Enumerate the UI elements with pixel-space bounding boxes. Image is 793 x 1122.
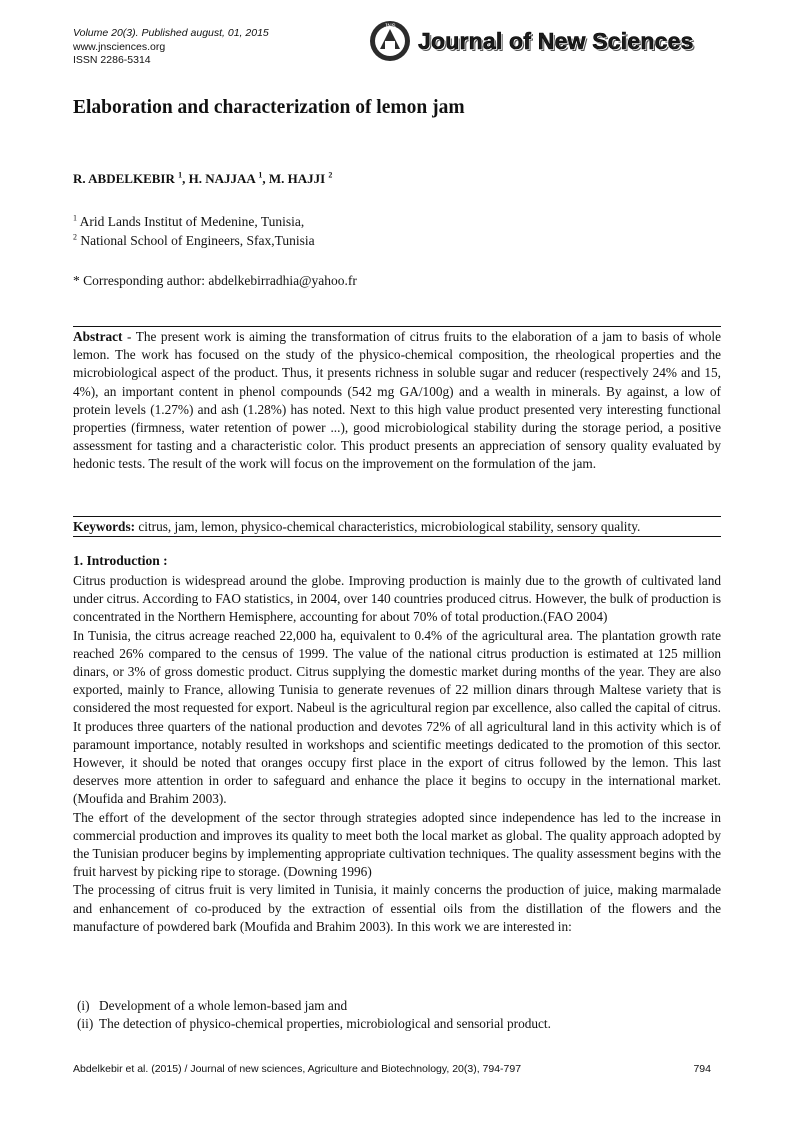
corresponding-author: * Corresponding author: abdelkebirradhia@yahoo.fr: [73, 273, 357, 288]
affiliation-list: [73, 212, 315, 250]
paragraph: In Tunisia, the citrus acreage reached 22,000 ha, equivalent to 0.4% of the agricultural area. The plantation growth rate reached 26% compared to the census of 1999. The value of the national citrus production is estimated at 125 million dinars, or 3% of gross domestic product. Citrus supplying the domestic market during months of the year. They are also exported, mainly to France, allowing Tunisia to generate revenues of 22 million dinars through Maltese variety that is considered the most requested for export. Nabeul is the agricultural region par excellence, also called the capital of citrus. It produces three quarters of the national production and devotes 72% of all agricultural land in this activity which is of paramount importance, notably resulted in workshops and scientific meetings dedicated to the promotion of this sector. However, it should be noted that oranges occupy first place in the export of citrus followed by the lemon. This last deserves more attention in order to safeguard and enhance the place it begins to occupy in the international market. (Moufida and Brahim 2003).: [73, 627, 721, 807]
journal-website[interactable]: www.jnsciences.org: [73, 40, 166, 53]
author-affiliation-mark: 1: [178, 170, 183, 180]
affiliation: $^2$ National School of Engineers, Sfax,Tunisia: [73, 232, 315, 248]
author-affiliation-mark: 1: [258, 170, 263, 180]
abstract: [73, 328, 721, 474]
page-footer: [73, 1063, 721, 1075]
list-item: [73, 997, 721, 1015]
author-list: R. ABDELKEBIR $^1$, H. NAJJAA $^1$, M. HAJJI $^2$: [73, 170, 333, 186]
keywords: [73, 518, 721, 536]
abstract-top-rule: [73, 326, 721, 327]
introduction-body: [73, 572, 721, 936]
section-heading-introduction: 1. Introduction :: [73, 553, 168, 568]
paragraph: The effort of the development of the sector through strategies adopted since independence has led to the increase in commercial production and improves its quality to meet both the local market as global. The quality approach adopted by the Tunisian producer begins by implementing appropriate cultivation techniques. The quality assessment begins with the fruit harvest by picking ripe to storage. (Downing 1996): [73, 809, 721, 880]
jns-seal-icon: [368, 19, 412, 63]
author-name: H. NAJJAA: [188, 171, 256, 186]
journal-meta: [73, 27, 269, 68]
paragraph: Citrus production is widespread around the globe. Improving production is mainly due to the growth of cultivated land under citrus. According to FAO statistics, in 2004, over 140 countries produced citrus. However, the bulk of production is concentrated in the Northern Hemisphere, accounting for about 70% of total production.(FAO 2004): [73, 573, 721, 625]
journal-logo: [368, 19, 698, 67]
footer-citation: Abdelkebir et al. (2015) / Journal of new sciences, Agriculture and Biotechnology, 20(3), 794-797: [73, 1063, 522, 1075]
author-name: R. ABDELKEBIR: [73, 171, 175, 186]
list-marker: (ii): [77, 1016, 94, 1032]
list-item: [73, 1015, 721, 1033]
keywords-label: Keywords:: [73, 519, 136, 534]
page-number: 794: [693, 1063, 711, 1075]
affiliation: $^1$ Arid Lands Institut of Medenine, Tunisia,: [73, 213, 305, 229]
issn: ISSN 2286-5314: [73, 54, 151, 66]
author-affiliation-mark: 2: [328, 170, 333, 180]
author-name: M. HAJJI: [268, 171, 326, 186]
keywords-text: citrus, jam, lemon, physico-chemical characteristics, microbiological stability, sensory quality.: [135, 519, 641, 534]
list-text: The detection of physico-chemical properties, microbiological and sensorial product.: [99, 1016, 551, 1032]
abstract-text: - The present work is aiming the transformation of citrus fruits to the elaboration of a jam to basis of whole lemon. The work has focused on the study of the physico-chemical composition, the rheological properties and the microbiological aspect of the product. Thus, it presents richness in soluble sugar and reducer (respectively 24% and 15, 4%), an important content in phenol compounds (542 mg GA/100g) and a wealth in minerals. By against, a low of protein levels (1.27%) and ash (1.28%) has noted. Next to this high value product presented very interesting functional properties (firmness, water retention of power ...), good microbiological stability during the storage period, a positive assessment for tasting and a characteristic color. This product presents an appreciation of sensory quality evaluated by hedonic tests. The result of the work will focus on the improvement on the formulation of the jam.: [73, 329, 721, 472]
paragraph: The processing of citrus fruit is very limited in Tunisia, it mainly concerns the production of juice, making marmalade and enhancement of co-produced by the extraction of essential oils from the distillation of the flowers and the manufacture of powdered bark (Moufida and Brahim 2003). In this work we are interested in:: [73, 882, 721, 934]
objectives-list: [73, 997, 721, 1033]
abstract-bottom-rule: [73, 516, 721, 517]
list-text: Development of a whole lemon-based jam and: [99, 998, 348, 1013]
paper-title: Elaboration and characterization of lemon jam: [73, 97, 465, 118]
seal-text: JNS: [384, 24, 396, 30]
list-marker: (i): [77, 998, 90, 1013]
volume-info: Volume 20(3). Published august, 01, 2015: [73, 27, 269, 39]
keywords-bottom-rule: [73, 536, 721, 537]
abstract-label: Abstract: [73, 329, 123, 344]
journal-name: Journal of New Sciences: [418, 28, 694, 54]
